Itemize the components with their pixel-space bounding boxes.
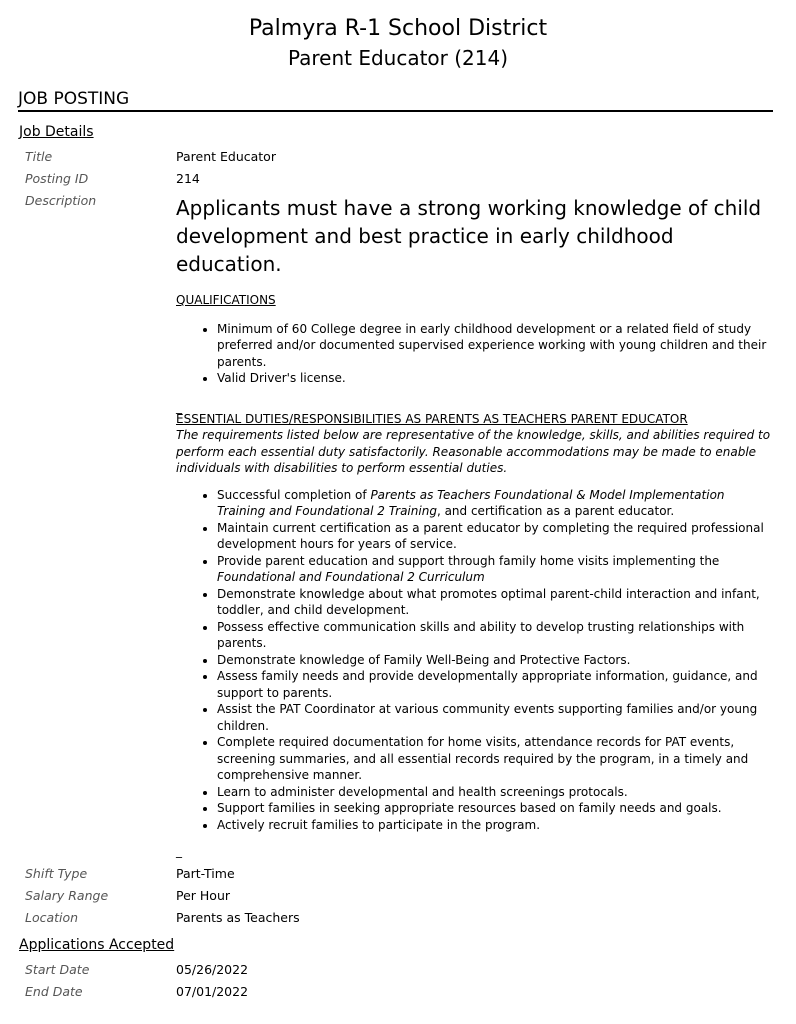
list-item: • Assist the PAT Coordinator at various community events supporting families and/or young children. [217, 701, 776, 734]
position-title: Parent Educator (214) [287, 46, 509, 70]
salary-range-value: Per Hour [176, 888, 231, 903]
list-item: • Possess effective communication skills and ability to develop trusting relationships with parents. [217, 619, 776, 652]
end-date-label: End Date [25, 984, 83, 999]
title-value: Parent Educator [176, 149, 276, 164]
list-item: • Valid Driver's license. [217, 370, 776, 387]
qualifications-heading: QUALIFICATIONS [176, 293, 276, 307]
duty-emphasis: Parents as Teachers Foundational & Model Implementation Training and Foundational 2 Training [217, 487, 725, 518]
job-details-heading: Job Details [19, 124, 94, 140]
list-item: • Minimum of 60 College degree in early childhood development or a related field of study preferred and/or documented supervised experience working with young children and their parents. [217, 321, 776, 371]
list-item: • Demonstrate knowledge about what promotes optimal parent-child interaction and infant, toddler, and child development. [217, 586, 776, 619]
district-name: Palmyra R-1 School District [248, 16, 548, 41]
end-date-value: 07/01/2022 [176, 984, 249, 999]
list-item [217, 553, 776, 586]
duties-intro: The requirements listed below are representative of the knowledge, skills, and abilities required to perform each essential duty satisfactorily. Reasonable accommodations may be made to enable individuals with disabilities to perform essential duties. [176, 428, 771, 475]
salary-range-label: Salary Range [25, 888, 109, 903]
job-posting-heading: JOB POSTING [18, 89, 130, 109]
duties-heading: ESSENTIAL DUTIES/RESPONSIBILITIES AS PARENTS AS TEACHERS PARENT EDUCATOR [176, 411, 688, 426]
posting-id-label: Posting ID [25, 171, 89, 186]
title-label: Title [25, 149, 53, 164]
start-date-label: Start Date [25, 962, 90, 977]
duty-text: Successful completion of [217, 487, 371, 502]
duty-emphasis: Foundational and Foundational 2 Curriculum [217, 570, 485, 584]
list-item: • Assess family needs and provide developmentally appropriate information, guidance, and support to parents. [217, 668, 776, 701]
duty-text: Provide parent education and support through family home visits implementing the [217, 553, 720, 568]
description-lead: Applicants must have a strong working knowledge of child development and best practice in early childhood education. [176, 196, 762, 276]
posting-id-value: 214 [176, 171, 200, 186]
description-body [176, 194, 776, 858]
separator: _ [176, 399, 182, 414]
duty-text: , and certification as a parent educator. [436, 504, 675, 518]
heading-divider [18, 110, 773, 112]
separator: _ [176, 844, 182, 858]
location-label: Location [25, 910, 79, 925]
list-item: • Actively recruit families to participate in the program. [217, 817, 776, 834]
start-date-value: 05/26/2022 [176, 962, 249, 977]
list-item: • Maintain current certification as a parent educator by completing the required professional development hours for years of service. [217, 520, 776, 553]
list-item [217, 487, 776, 520]
qualifications-list [176, 321, 776, 387]
list-item: • Learn to administer developmental and health screenings protocals. [217, 784, 776, 801]
description-label: Description [25, 193, 97, 208]
list-item: • Demonstrate knowledge of Family Well-Being and Protective Factors. [217, 652, 776, 669]
list-item: • Support families in seeking appropriate resources based on family needs and goals. [217, 800, 776, 817]
shift-type-label: Shift Type [25, 866, 88, 881]
applications-accepted-heading: Applications Accepted [19, 937, 175, 953]
shift-type-value: Part-Time [176, 866, 235, 881]
location-value: Parents as Teachers [176, 910, 300, 925]
list-item: • Complete required documentation for home visits, attendance records for PAT events, screening summaries, and all essential records required by the program, in a timely and comprehensive manner. [217, 734, 776, 784]
duties-list [176, 487, 776, 834]
